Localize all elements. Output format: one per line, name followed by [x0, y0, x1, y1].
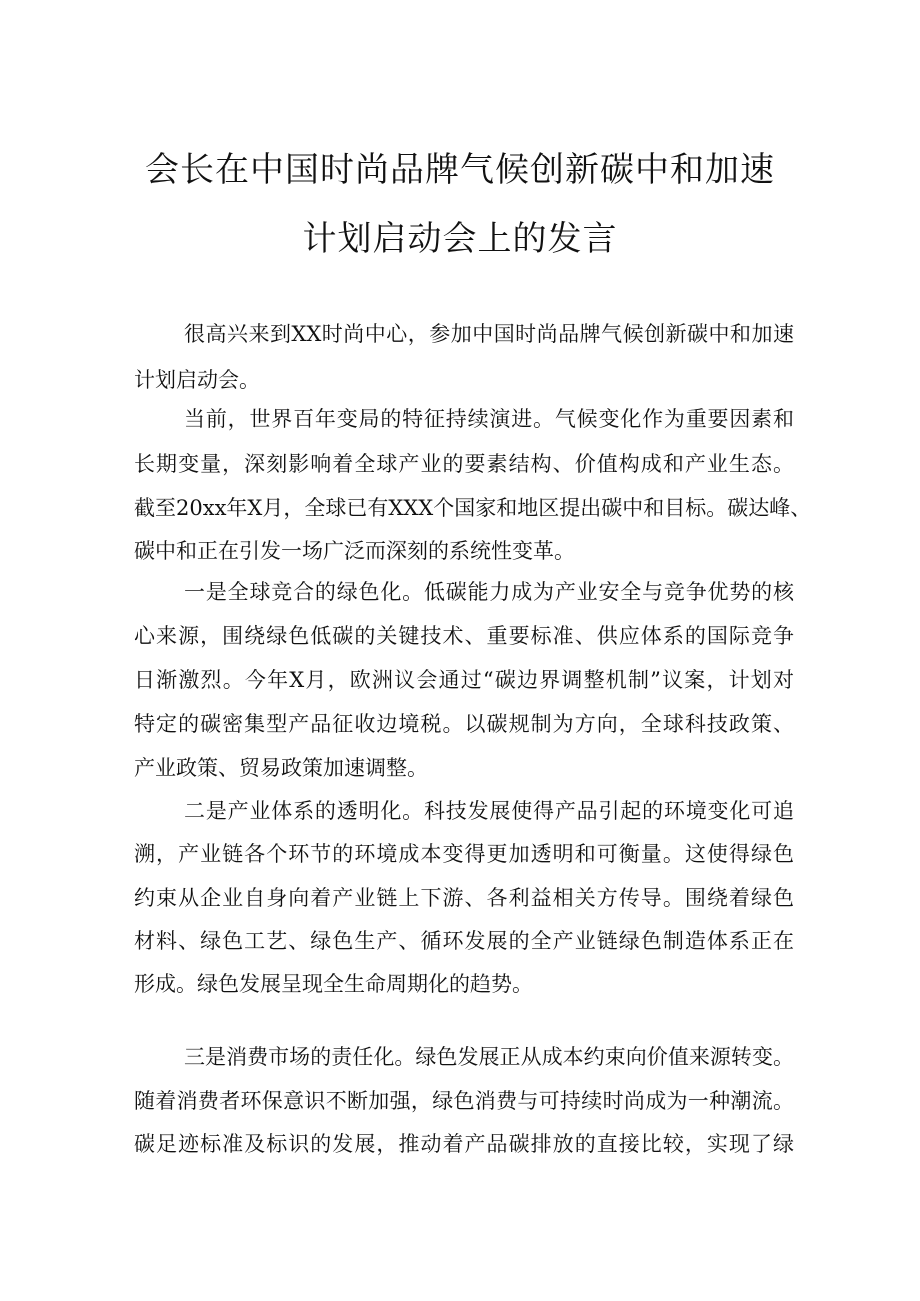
document-title-line-2: 计划启动会上的发言: [302, 219, 618, 259]
document-title-line-1: 会长在中国时尚品牌气候创新碳中和加速: [145, 150, 775, 190]
body-line: 一是全球竞合的绿色化。低碳能力成为产业安全与竞争优势的核: [184, 580, 794, 604]
body-line: 心来源，围绕绿色低碳的关键技术、重要标准、供应体系的国际竞争: [134, 624, 794, 648]
body-line: 碳中和正在引发一场广泛而深刻的系统性变革。: [134, 539, 575, 563]
body-line: 日渐激烈。今年X月，欧洲议会通过“碳边界调整机制”议案，计划对: [134, 668, 794, 692]
body-line: 截至20xx年X月，全球已有XXX个国家和地区提出碳中和目标。碳达峰、: [134, 496, 812, 520]
body-line: 形成。绿色发展呈现全生命周期化的趋势。: [134, 972, 533, 996]
body-line: 当前，世界百年变局的特征持续演进。气候变化作为重要因素和: [184, 407, 794, 431]
body-line: 长期变量，深刻影响着全球产业的要素结构、价值构成和产业生态。: [134, 452, 794, 476]
body-line: 很高兴来到XX时尚中心，参加中国时尚品牌气候创新碳中和加速: [184, 322, 794, 346]
body-line: 三是消费市场的责任化。绿色发展正从成本约束向价值来源转变。: [184, 1045, 794, 1069]
body-line: 特定的碳密集型产品征收边境税。以碳规制为方向，全球科技政策、: [134, 712, 794, 736]
body-line: 约束从企业自身向着产业链上下游、各利益相关方传导。围绕着绿色: [134, 886, 794, 910]
body-line: 碳足迹标准及标识的发展，推动着产品碳排放的直接比较，实现了绿: [134, 1132, 794, 1156]
body-line: 二是产业体系的透明化。科技发展使得产品引起的环境变化可追: [184, 799, 794, 823]
body-line: 材料、绿色工艺、绿色生产、循环发展的全产业链绿色制造体系正在: [134, 929, 794, 953]
body-line: 随着消费者环保意识不断加强，绿色消费与可持续时尚成为一种潮流。: [134, 1089, 794, 1113]
body-line: 产业政策、贸易政策加速调整。: [134, 756, 428, 780]
body-line: 计划启动会。: [134, 368, 260, 392]
body-line: 溯，产业链各个环节的环境成本变得更加透明和可衡量。这使得绿色: [134, 842, 794, 866]
